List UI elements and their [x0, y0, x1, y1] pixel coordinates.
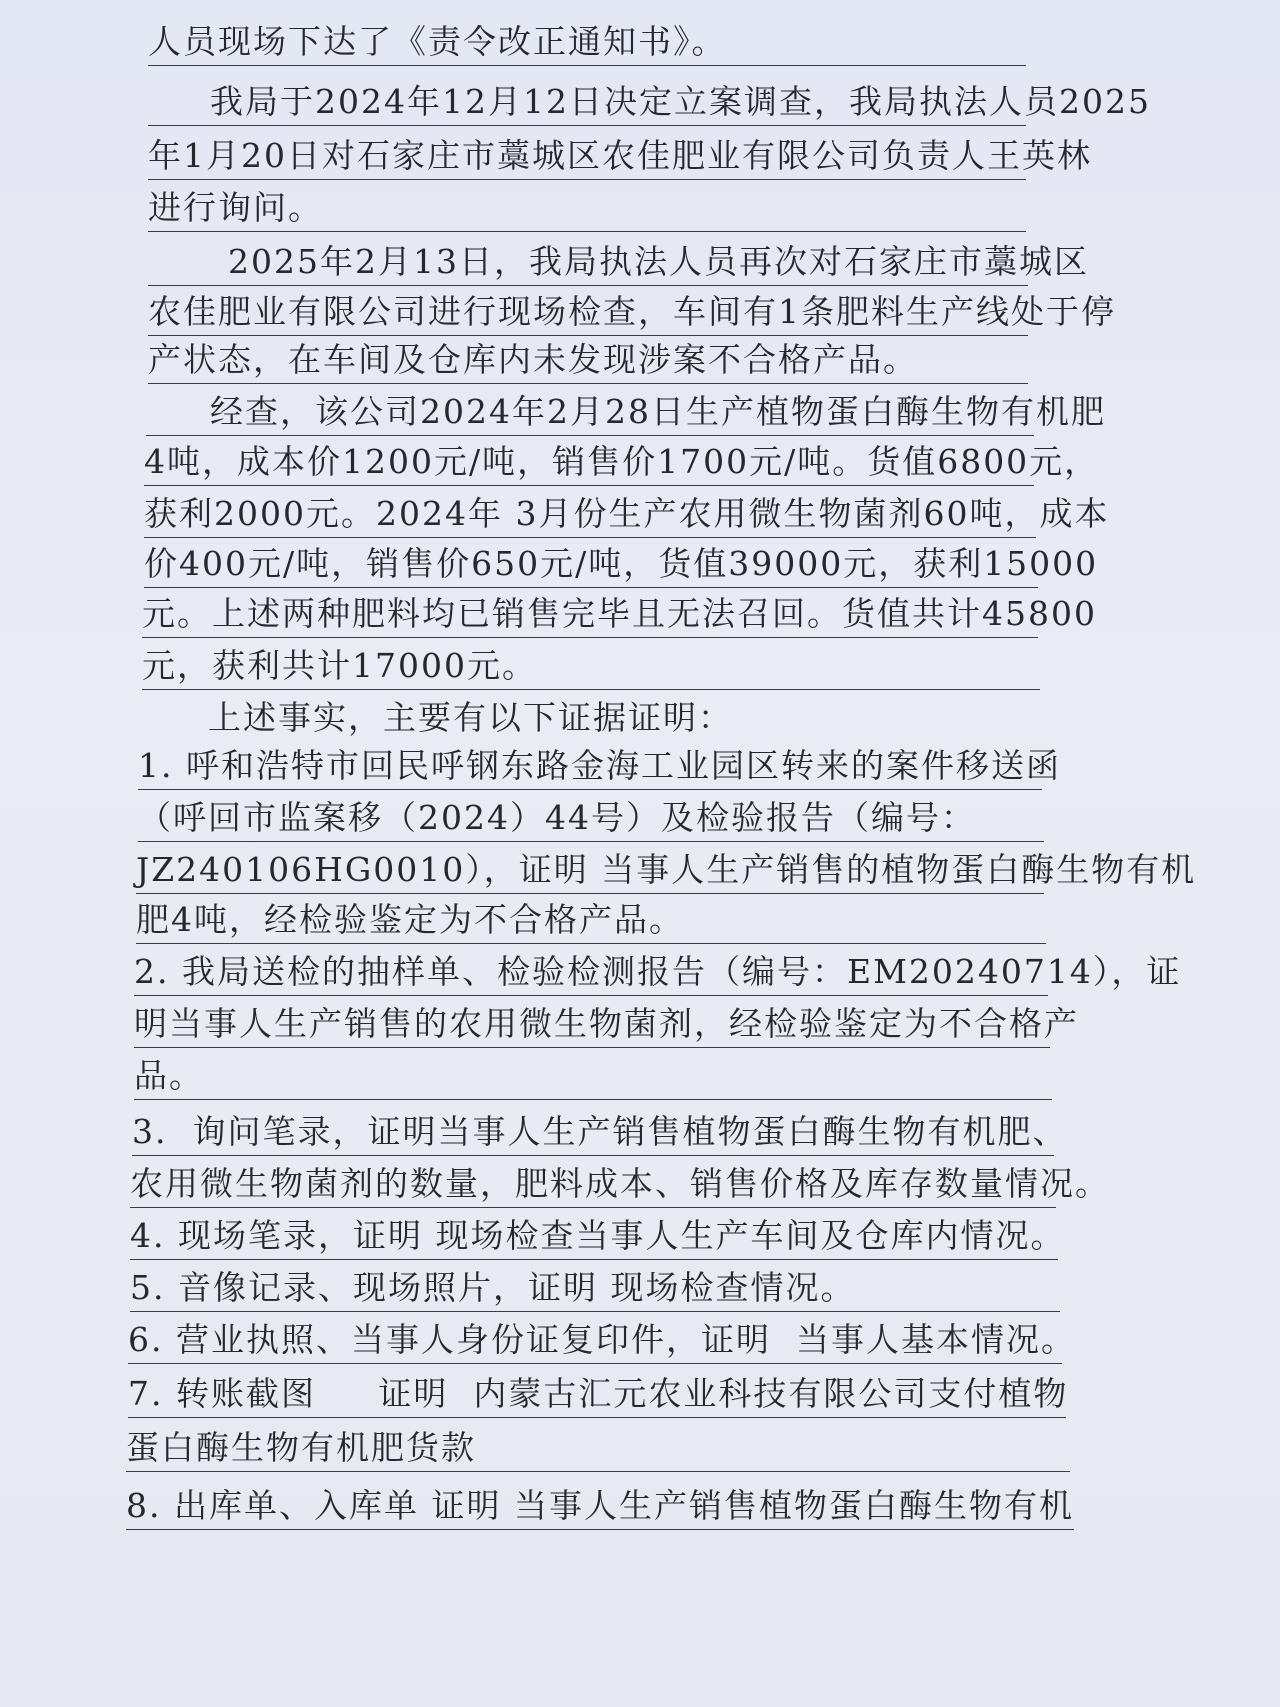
- text-line: 6. 营业执照、当事人身份证复印件，证明 当事人基本情况。: [128, 1320, 1062, 1364]
- text-line: （呼回市监案移（2024）44号）及检验报告（编号：: [138, 798, 1044, 842]
- text-line: 肥4吨，经检验鉴定为不合格产品。: [136, 900, 1046, 944]
- text-line: 4. 现场笔录，证明 现场检查当事人生产车间及仓库内情况。: [130, 1216, 1058, 1260]
- text-line: 品。: [134, 1056, 1052, 1100]
- text-line: 3. 询问笔录，证明当事人生产销售植物蛋白酶生物有机肥、: [132, 1112, 1054, 1156]
- text-line: 2. 我局送检的抽样单、检验检测报告（编号：EM20240714），证: [134, 952, 1048, 996]
- text-line: 上述事实，主要有以下证据证明：: [208, 698, 733, 737]
- text-line: JZ240106HG0010），证明 当事人生产销售的植物蛋白酶生物有机: [136, 850, 1044, 894]
- text-line: 元。上述两种肥料均已销售完毕且无法召回。货值共计45800: [142, 594, 1038, 638]
- text-line: 5. 音像记录、现场照片，证明 现场检查情况。: [130, 1268, 1060, 1312]
- text-line: 7. 转账截图 证明 内蒙古汇元农业科技有限公司支付植物: [128, 1374, 1066, 1418]
- text-line: 农佳肥业有限公司进行现场检查，车间有1条肥料生产线处于停: [148, 292, 1028, 336]
- text-line: 4吨，成本价1200元/吨，销售价1700元/吨。货值6800元，: [144, 442, 1034, 486]
- text-line: 农用微生物菌剂的数量，肥料成本、销售价格及库存数量情况。: [130, 1164, 1056, 1208]
- text-line: 经查，该公司2024年2月28日生产植物蛋白酶生物有机肥: [146, 392, 1034, 436]
- text-line: 2025年2月13日，我局执法人员再次对石家庄市藁城区: [148, 242, 1028, 286]
- text-line: 年1月20日对石家庄市藁城区农佳肥业有限公司负责人王英林: [148, 136, 1026, 180]
- text-line: 蛋白酶生物有机肥货款: [126, 1428, 1070, 1472]
- text-line: 1. 呼和浩特市回民呼钢东路金海工业园区转来的案件移送函: [138, 746, 1042, 790]
- text-line: 元，获利共计17000元。: [142, 646, 1040, 690]
- text-line: 产状态，在车间及仓库内未发现涉案不合格产品。: [148, 340, 1028, 384]
- text-line: 价400元/吨，销售价650元/吨，货值39000元，获利15000: [144, 544, 1038, 588]
- text-line: 进行询问。: [148, 188, 1026, 232]
- text-line: 明当事人生产销售的农用微生物菌剂，经检验鉴定为不合格产: [134, 1004, 1050, 1048]
- text-line: 8. 出库单、入库单 证明 当事人生产销售植物蛋白酶生物有机: [126, 1486, 1074, 1530]
- text-line: 获利2000元。2024年 3月份生产农用微生物菌剂60吨，成本: [144, 494, 1036, 538]
- text-line: 人员现场下达了《责令改正通知书》。: [148, 22, 1026, 66]
- text-line: 我局于2024年12月12日决定立案调查，我局执法人员2025: [148, 82, 1026, 126]
